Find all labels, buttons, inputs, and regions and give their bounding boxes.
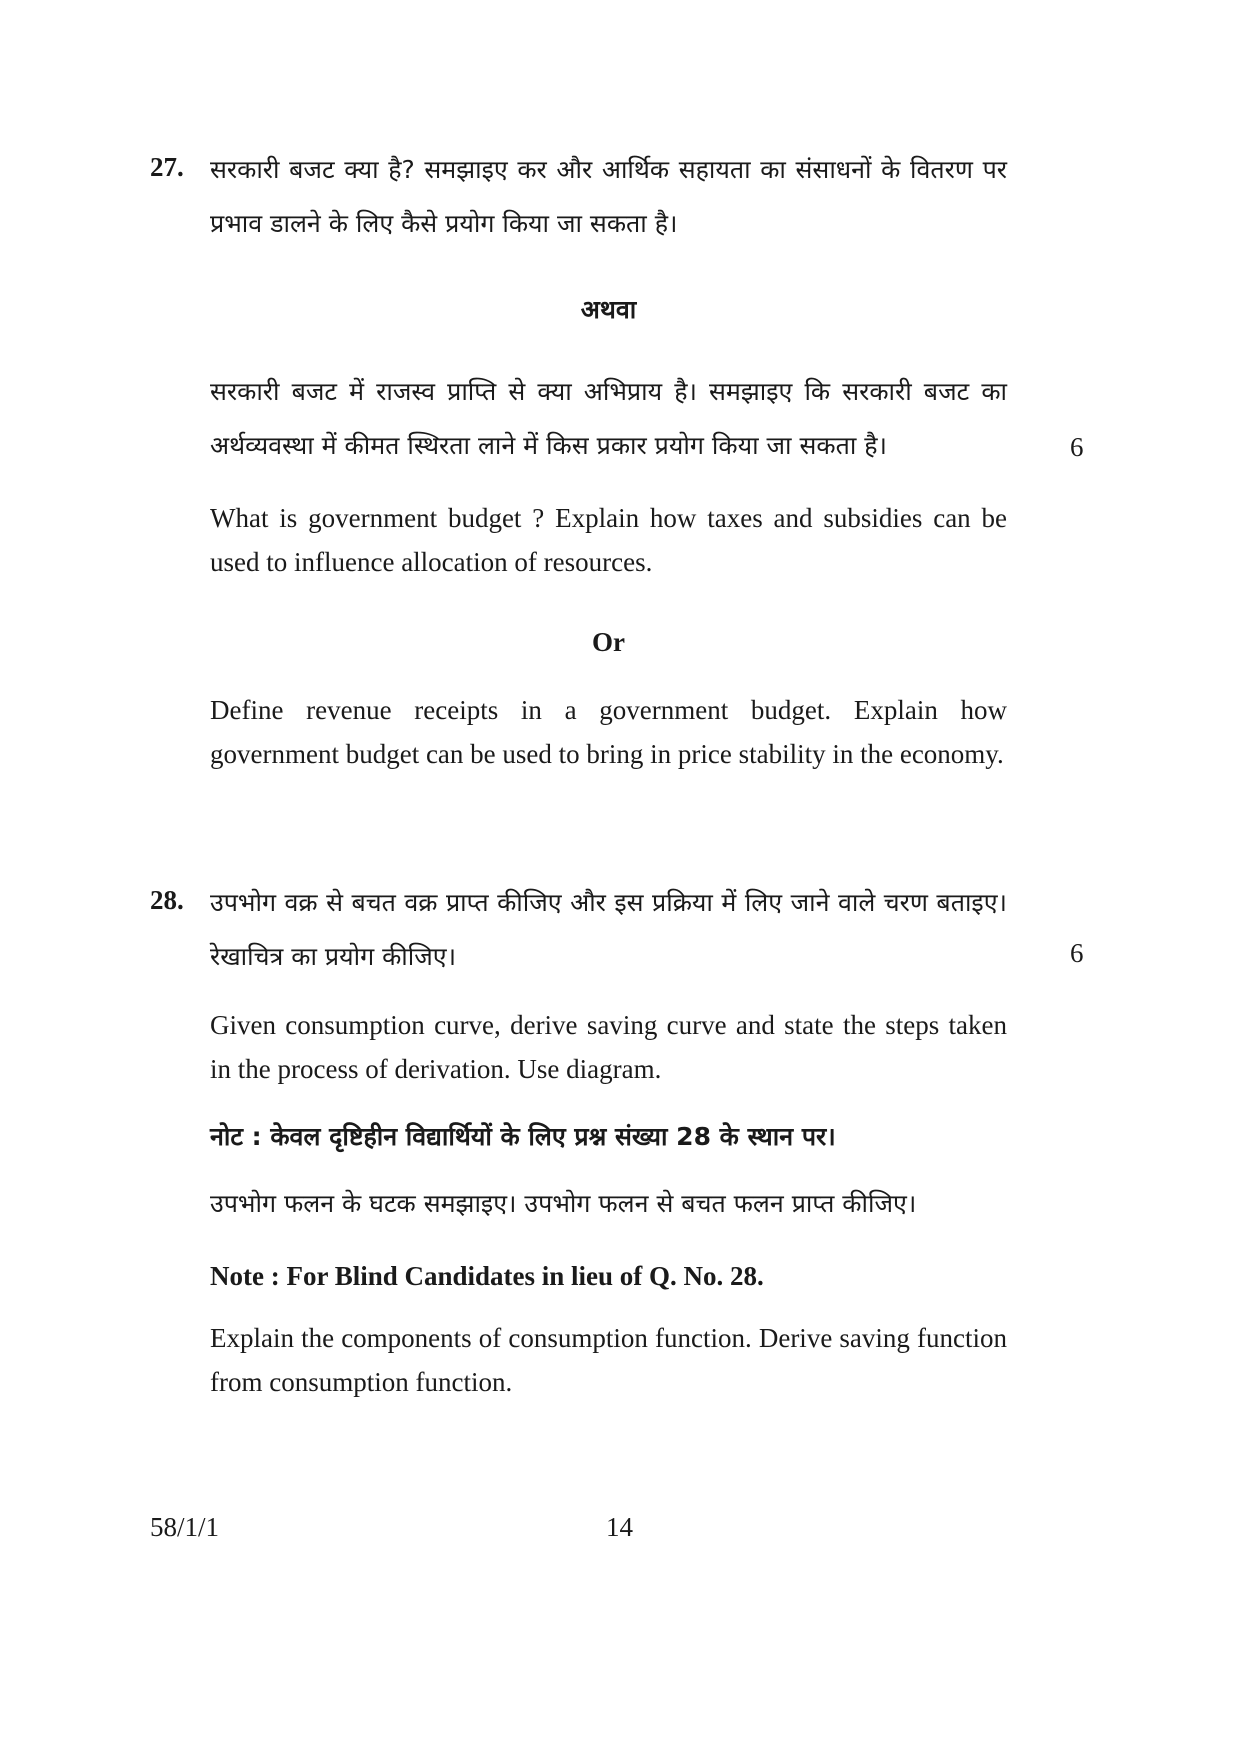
q27-hindi-alternative: सरकारी बजट में राजस्व प्राप्ति से क्या अभिप्राय है। समझाइए कि सरकारी बजट का अर्थव्यवस्था में कीमत स्थिरता लाने में किस प्रकार प्रयोग किया जा सकता है। (210, 377, 1007, 460)
q28-hindi-note-heading: नोट : केवल दृष्टिहीन विद्यार्थियों के लिए प्रश्न संख्या 28 के स्थान पर। (210, 1122, 836, 1151)
q27-hindi-or: अथवा (580, 295, 637, 324)
q28-english-note-heading: Note : For Blind Candidates in lieu of Q. No. 28. (210, 1261, 764, 1291)
q28-hindi-note-text: उपभोग फलन के घटक समझाइए। उपभोग फलन से बचत फलन प्राप्त कीजिए। (210, 1189, 917, 1218)
page-number: 14 (606, 1512, 633, 1542)
q27-english-text: What is government budget ? Explain how taxes and subsidies can be used to influence allocation of resources. (210, 503, 1007, 577)
q28-hindi-text: उपभोग वक्र से बचत वक्र प्राप्त कीजिए और इस प्रक्रिया में लिए जाने वाले चरण बताइए। रेखाचित्र का प्रयोग कीजिए। (210, 888, 1007, 971)
q28-english-text: Given consumption curve, derive saving curve and state the steps taken in the process of derivation. Use diagram. (210, 1010, 1007, 1084)
question-number-28: 28. (150, 885, 184, 915)
q27-english-alternative: Define revenue receipts in a government budget. Explain how government budget can be used to bring in price stability in the economy. (210, 695, 1007, 769)
question-number-27: 27. (150, 152, 184, 182)
paper-code: 58/1/1 (150, 1512, 220, 1542)
q27-english-or: Or (592, 627, 625, 657)
q27-hindi-text: सरकारी बजट क्या है? समझाइए कर और आर्थिक सहायता का संसाधनों के वितरण पर प्रभाव डालने के लिए कैसे प्रयोग किया जा सकता है। (210, 155, 1007, 238)
q28-english-note-text: Explain the components of consumption function. Derive saving function from consumption function. (210, 1323, 1007, 1397)
q27-marks: 6 (1070, 432, 1084, 462)
q28-marks: 6 (1070, 938, 1084, 968)
